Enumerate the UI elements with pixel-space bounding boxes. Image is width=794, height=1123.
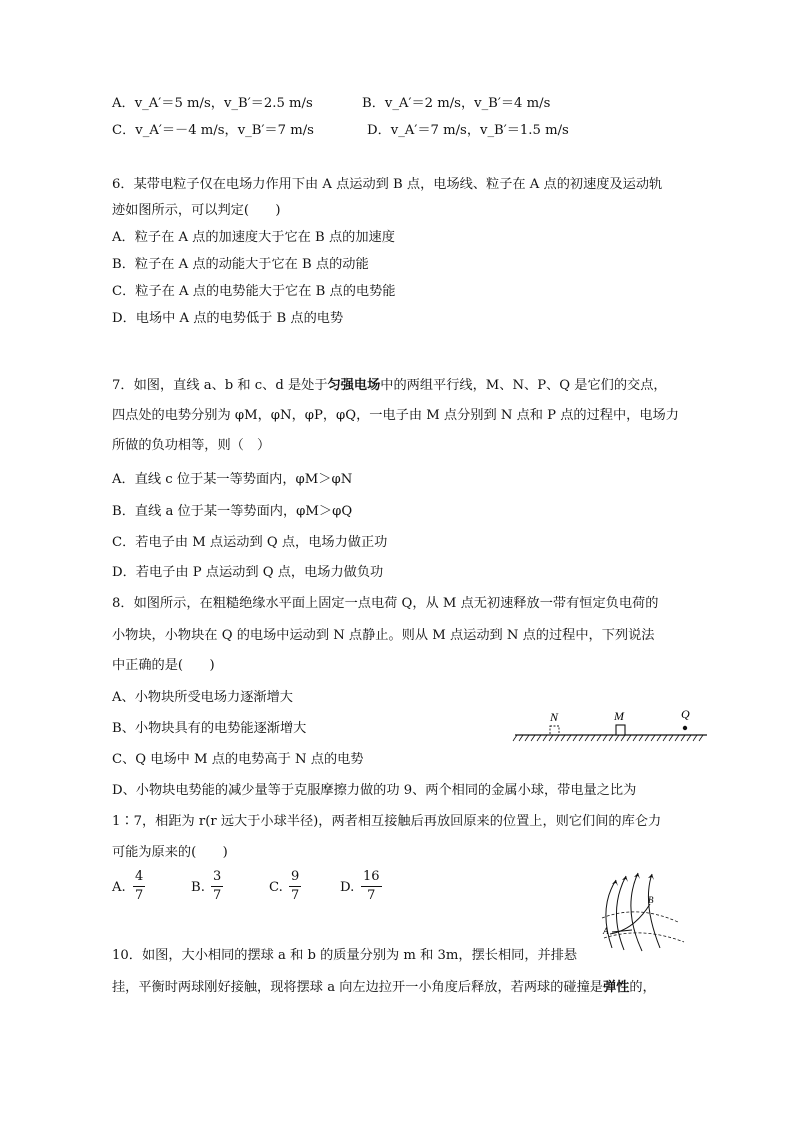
q6-stem-line1: 6．某带电粒子仅在电场力作用下由 A 点运动到 B 点，电场线、粒子在 A 点的初速度及运动轨	[112, 177, 663, 192]
q8-label-q: Q	[681, 707, 690, 721]
q7-option-c: C．若电子由 M 点运动到 Q 点，电场力做正功	[112, 535, 388, 550]
q6-stem-line2: 迹如图所示，可以判定( )	[112, 203, 281, 218]
q6-option-b: B．粒子在 A 点的动能大于它在 B 点的动能	[112, 257, 369, 272]
q5-option-a-label: A．	[112, 96, 135, 111]
q9-option-c-fraction	[289, 869, 301, 905]
q9-option-d-fraction	[361, 869, 382, 905]
q6-trajectory	[610, 904, 650, 934]
q7-stem-keyword: 匀强电场	[327, 378, 381, 393]
field-line-4	[648, 874, 660, 948]
q9-option-c-label: C.	[269, 880, 283, 895]
q8-option-a: A、小物块所受电场力逐渐增大	[112, 690, 293, 705]
q8-label-m: M	[614, 709, 624, 723]
q6-option-a: A．粒子在 A 点的加速度大于它在 B 点的加速度	[112, 230, 395, 245]
q9-option-b-fraction	[211, 869, 223, 905]
q10-keyword: 弹性	[603, 980, 630, 995]
q5-option-b-label: B．	[362, 96, 385, 111]
q8-charge-q	[683, 726, 687, 730]
q5-option-c	[112, 121, 314, 141]
q5-option-d	[367, 121, 569, 141]
q6-field-figure	[598, 868, 688, 953]
q8-option-d-and-q9: D、小物块电势能的减少量等于克服摩擦力做的功 9、两个相同的金属小球，带电量之比为	[112, 783, 637, 798]
q8-option-c: C、Q 电场中 M 点的电势高于 N 点的电势	[112, 752, 364, 767]
q5-option-a	[112, 94, 313, 114]
q5-option-b-text: v_A′＝2 m/s，v_B′＝4 m/s	[384, 96, 551, 111]
q9-option-c-denominator: 7	[291, 888, 300, 903]
q9-option-a-denominator: 7	[135, 888, 144, 903]
q7-option-d: D．若电子由 P 点运动到 Q 点，电场力做负功	[112, 565, 384, 580]
q10-line1: 10．如图，大小相同的摆球 a 和 b 的质量分别为 m 和 3m，摆长相同，并排悬	[112, 948, 578, 963]
q7-stem-line1-b: 中的两组平行线，M、N、P、Q 是它们的交点，	[380, 378, 667, 393]
q10-line2-a: 挂，平衡时两球刚好接触，现将摆球 a 向左边拉开一小角度后释放，若两球的碰撞是	[112, 980, 603, 995]
q6-option-c: C．粒子在 A 点的电势能大于它在 B 点的电势能	[112, 284, 396, 299]
q9-option-d-denominator: 7	[367, 888, 376, 903]
q7-stem-line1-a: 7．如图，直线 a、b 和 c、d 是处于	[112, 378, 328, 393]
field-line-1	[606, 880, 616, 948]
q9-option-d-numerator: 16	[361, 869, 382, 887]
q5-option-b	[362, 94, 550, 114]
q6-label-a: A	[603, 926, 609, 936]
q7-stem-line1	[112, 376, 667, 396]
q10-line2-b: 的，	[629, 980, 656, 995]
q9-line3: 可能为原来的( )	[112, 845, 228, 860]
q5-option-d-text: v_A′＝7 m/s，v_B′＝1.5 m/s	[390, 123, 569, 138]
q5-option-c-text: v_A′＝－4 m/s，v_B′＝7 m/s	[135, 123, 314, 138]
q9-option-a-fraction	[133, 869, 145, 905]
q7-stem-line2: 四点处的电势分别为 φM，φN，φP，φQ，一电子由 M 点分别到 N 点和 P 点的过程中，电场力	[112, 408, 679, 423]
q9-option-a-numerator: 4	[133, 869, 145, 887]
q8-stem-line2: 小物块，小物块在 Q 的电场中运动到 N 点静止。则从 M 点运动到 N 点的过程中，下列说法	[112, 628, 655, 643]
q7-option-a: A．直线 c 位于某一等势面内，φM＞φN	[112, 472, 353, 487]
q5-option-d-label: D．	[367, 123, 391, 138]
q6-label-b: B	[648, 895, 654, 905]
q10-line2	[112, 978, 656, 998]
q9-option-b-numerator: 3	[211, 869, 223, 887]
field-line-2	[616, 876, 626, 950]
field-line-arrowheads	[612, 873, 654, 886]
q8-ground-hatch	[513, 735, 703, 741]
q7-option-b: B．直线 a 位于某一等势面内，φM＞φQ	[112, 504, 353, 519]
q8-figure	[513, 704, 709, 744]
q9-option-b-label: B.	[191, 880, 205, 895]
q9-option-a-label: A.	[112, 880, 126, 895]
q8-option-b: B、小物块具有的电势能逐渐增大	[112, 721, 307, 736]
q8-block-at-m	[616, 725, 625, 735]
q5-option-c-label: C．	[112, 123, 136, 138]
q9-option-d-label: D.	[340, 880, 355, 895]
q8-stem-line1: 8．如图所示，在粗糙绝缘水平面上固定一点电荷 Q，从 M 点无初速释放一带有恒定负电荷的	[112, 596, 659, 611]
q6-option-d: D．电场中 A 点的电势低于 B 点的电势	[112, 311, 344, 326]
q9-line2: 1∶7，相距为 r(r 远大于小球半径)，两者相互接触后再放回原来的位置上，则它们间的库仑力	[112, 814, 662, 829]
q7-stem-line3: 所做的负功相等，则（ ）	[112, 438, 271, 453]
equipotential-arc-2	[604, 933, 684, 942]
q8-label-n: N	[550, 710, 559, 724]
q8-stem-line3: 中正确的是( )	[112, 658, 215, 673]
q8-block-at-n	[550, 726, 559, 735]
q9-option-b-denominator: 7	[213, 888, 222, 903]
q5-option-a-text: v_A′＝5 m/s，v_B′＝2.5 m/s	[134, 96, 313, 111]
q9-option-c-numerator: 9	[289, 869, 301, 887]
